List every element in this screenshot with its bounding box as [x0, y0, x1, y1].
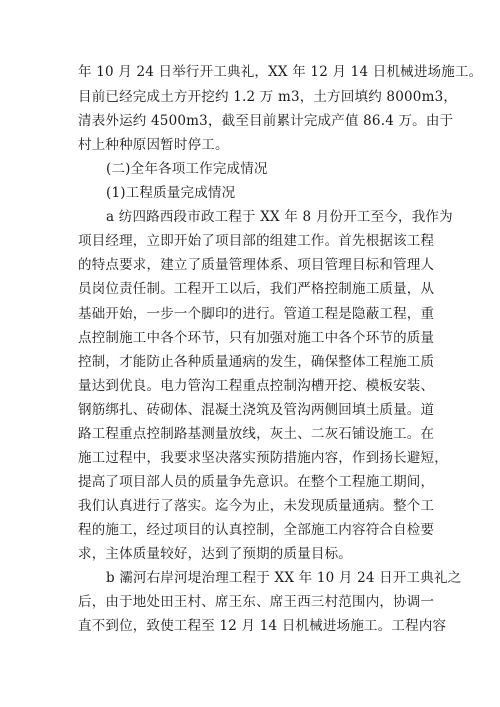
text-line-7: a 纺四路西段市政工程于 XX 年 8 月份开工至今，我作为	[106, 209, 453, 225]
text-line-19: 我们认真进行了落实。迄今为止，未发现质量通病。整个工	[78, 498, 435, 514]
text-line-8: 项目经理，立即开始了项目部的组建工作。首先根据该工程	[78, 233, 435, 249]
text-line-23: 后，由于地处田王村、席王东、席王西三村范围内，协调一	[78, 594, 435, 610]
text-line-10: 员岗位责任制。工程开工以后，我们严格控制施工质量，从	[78, 281, 435, 297]
text-line-20: 程的施工，经过项目的认真控制，全部施工内容符合自检要	[78, 522, 435, 538]
text-line-18: 提高了项目部人员的质量争先意识。在整个工程施工期间，	[78, 474, 435, 490]
text-line-15: 钢筋绑扎、砖砌体、混凝土浇筑及管沟两侧回填土质量。道	[78, 402, 435, 418]
text-line-16: 路工程重点控制路基测量放线，灰土、二灰石铺设施工。在	[78, 426, 435, 442]
text-line-9: 的特点要求，建立了质量管理体系、项目管理目标和管理人	[78, 257, 435, 273]
text-line-14: 量达到优良。电力管沟工程重点控制沟槽开挖、模板安装、	[78, 378, 435, 394]
text-line-4: 村上种种原因暂时停工。	[78, 137, 229, 153]
subsection-heading: (1)工程质量完成情况	[106, 185, 236, 201]
section-heading: (二)全年各项工作完成情况	[106, 161, 268, 177]
text-line-12: 点控制施工中各个环节，只有加强对施工中各个环节的质量	[78, 330, 435, 346]
text-line-17: 施工过程中，我要求坚决落实预防措施内容，作到扬长避短，	[78, 450, 448, 466]
text-line-13: 控制，才能防止各种质量通病的发生，确保整体工程施工质	[78, 354, 435, 370]
text-line-24: 直不到位，致使工程至 12 月 14 日机械进场施工。工程内容	[78, 618, 447, 634]
text-line-2: 目前已经完成土方开挖约 1.2 万 m3，土方回填约 8000m3，	[78, 89, 458, 105]
text-line-11: 基础开始，一步一个脚印的进行。管道工程是隐蔽工程，重	[78, 306, 435, 322]
text-line-21: 求，主体质量较好，达到了预期的质量目标。	[78, 546, 352, 562]
text-line-22: b 灞河右岸河堤治理工程于 XX 年 10 月 24 日开工典礼之	[106, 570, 462, 586]
text-line-3: 清表外运约 4500m3，截至目前累计完成产值 86.4 万。由于	[78, 113, 454, 129]
text-line-1: 年 10 月 24 日举行开工典礼，XX 年 12 月 14 日机械进场施工。	[78, 64, 483, 80]
